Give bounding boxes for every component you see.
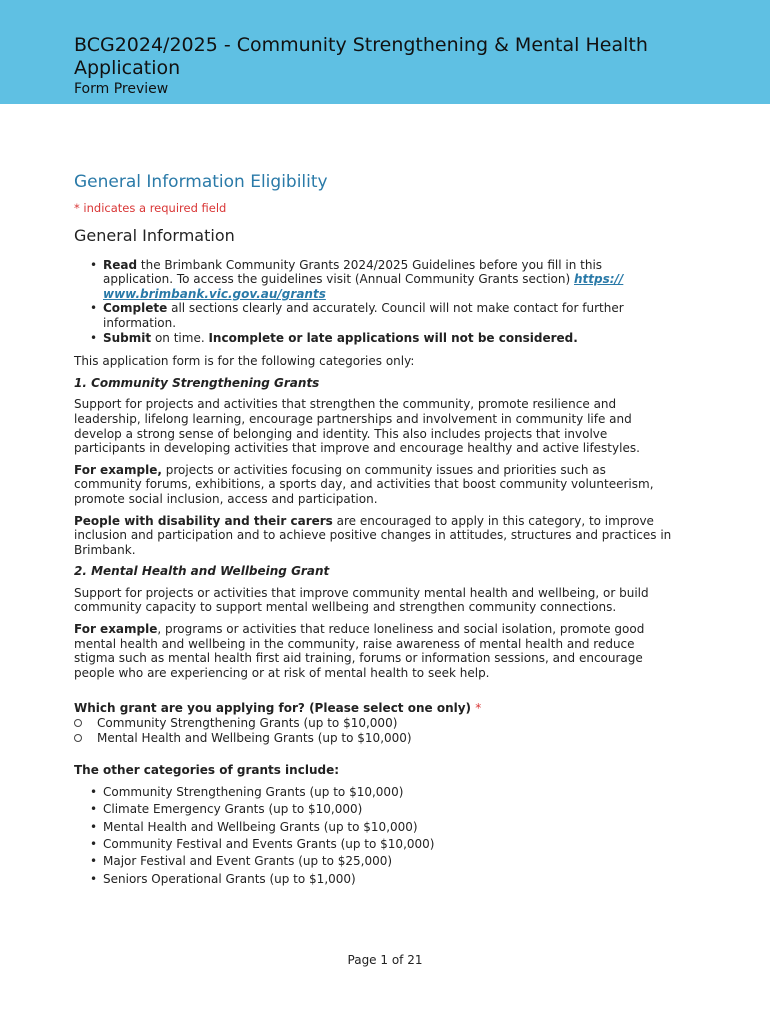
instruction-item-submit (90, 331, 674, 346)
category-1-description: Support for projects and activities that strengthen the community, promote resilience and leadership, lifelong learning, encourage partnerships and involvement in community life and develop a strong sense of belonging and identity. This also includes projects that involve participants in developing activities that improve and encourage healthy and active lifestyles. (74, 397, 640, 456)
required-field-note: * indicates a required field (74, 201, 227, 215)
category-1-example (74, 463, 674, 507)
bullet-icon: • (90, 784, 98, 799)
other-categories-title: The other categories of grants include: (74, 763, 340, 778)
radio-button[interactable] (74, 734, 82, 742)
other-categories-list (74, 785, 674, 887)
form-title: BCG2024/2025 - Community Strengthening & Mental Health Application (74, 34, 648, 79)
list-item-text: Seniors Operational Grants (up to $1,000) (103, 871, 356, 886)
example-text: , programs or activities that reduce loneliness and social isolation, promote good mental health and wellbeing in the community, raise awareness of mental health and reduce stigma such as mental health first aid training, forums or information sessions, and encourage people who are experiencing or at risk of mental health to seek help. (74, 622, 645, 680)
radio-label: Community Strengthening Grants (up to $10,000) (97, 716, 398, 731)
instructions-list (74, 258, 674, 346)
list-item (90, 854, 674, 869)
bullet-icon: • (90, 802, 98, 817)
example-label: For example (74, 622, 158, 637)
instruction-bold: Complete (103, 301, 168, 316)
example-label: For example, (74, 462, 162, 477)
page-number: Page 1 of 21 (347, 953, 423, 967)
instruction-text: the Brimbank Community Grants 2024/2025 Guidelines before you fill in this application. To access the guidelines visit (Annual Community Grants section) (103, 257, 603, 287)
required-mark: * (475, 701, 482, 716)
list-item-text: Mental Health and Wellbeing Grants (up to $10,000) (103, 819, 418, 834)
instruction-bold: Submit (103, 330, 152, 345)
radio-option-community-strengthening[interactable] (74, 716, 674, 731)
category-1-disability-note (74, 514, 674, 558)
list-item (90, 820, 674, 835)
form-header (0, 0, 770, 104)
instruction-warning: Incomplete or late applications will not be considered. (208, 330, 578, 345)
list-item-text: Community Strengthening Grants (up to $10,000) (103, 784, 404, 799)
radio-button[interactable] (74, 719, 82, 727)
instruction-text: on time. (151, 330, 209, 345)
bullet-icon: • (90, 871, 98, 886)
list-item (90, 872, 674, 887)
guidelines-link[interactable]: https:// www.brimbank.vic.gov.au/grants (103, 272, 624, 301)
instruction-text: all sections clearly and accurately. Council will not make contact for further information. (103, 301, 624, 330)
disability-label: People with disability and their carers (74, 513, 333, 528)
list-item (90, 785, 674, 800)
list-item-text: Major Festival and Event Grants (up to $25,000) (103, 854, 393, 869)
category-2-example (74, 622, 674, 680)
bullet-icon: • (90, 819, 98, 834)
radio-label: Mental Health and Wellbeing Grants (up to $10,000) (97, 730, 412, 745)
instruction-item-read (90, 258, 674, 302)
disability-text: are encouraged to apply in this category, to improve inclusion and participation and to achieve positive changes in attitudes, structures and practices in Brimbank. (74, 513, 672, 557)
bullet-icon: • (90, 330, 98, 345)
list-item (90, 837, 674, 852)
category-2-description: Support for projects or activities that improve community mental health and wellbeing, or build community capacity to support mental wellbeing and strengthen community connections. (74, 585, 649, 615)
intro-text: This application form is for the following categories only: (74, 354, 415, 369)
subsection-title: General Information (74, 225, 235, 245)
instruction-bold: Read (103, 257, 138, 272)
category-2-title: 2. Mental Health and Wellbeing Grant (74, 564, 330, 579)
section-title: General Information Eligibility (74, 172, 328, 192)
bullet-icon: • (90, 836, 98, 851)
example-text: projects or activities focusing on community issues and priorities such as community forums, exhibitions, a sports day, and activities that boost community volunteerism, promote social inclusion, access and participation. (74, 462, 654, 506)
instruction-item-complete (90, 301, 674, 330)
category-1-title: 1. Community Strengthening Grants (74, 375, 320, 390)
radio-option-mental-health[interactable] (74, 731, 674, 746)
bullet-icon: • (90, 854, 98, 869)
list-item-text: Community Festival and Events Grants (up to $10,000) (103, 836, 435, 851)
bullet-icon: • (90, 257, 98, 272)
grant-type-question (74, 701, 674, 716)
list-item-text: Climate Emergency Grants (up to $10,000) (103, 802, 363, 817)
form-content (74, 171, 674, 889)
list-item (90, 802, 674, 817)
form-subtitle: Form Preview (74, 81, 169, 97)
bullet-icon: • (90, 301, 98, 316)
question-label: Which grant are you applying for? (Please select one only) (74, 701, 472, 716)
